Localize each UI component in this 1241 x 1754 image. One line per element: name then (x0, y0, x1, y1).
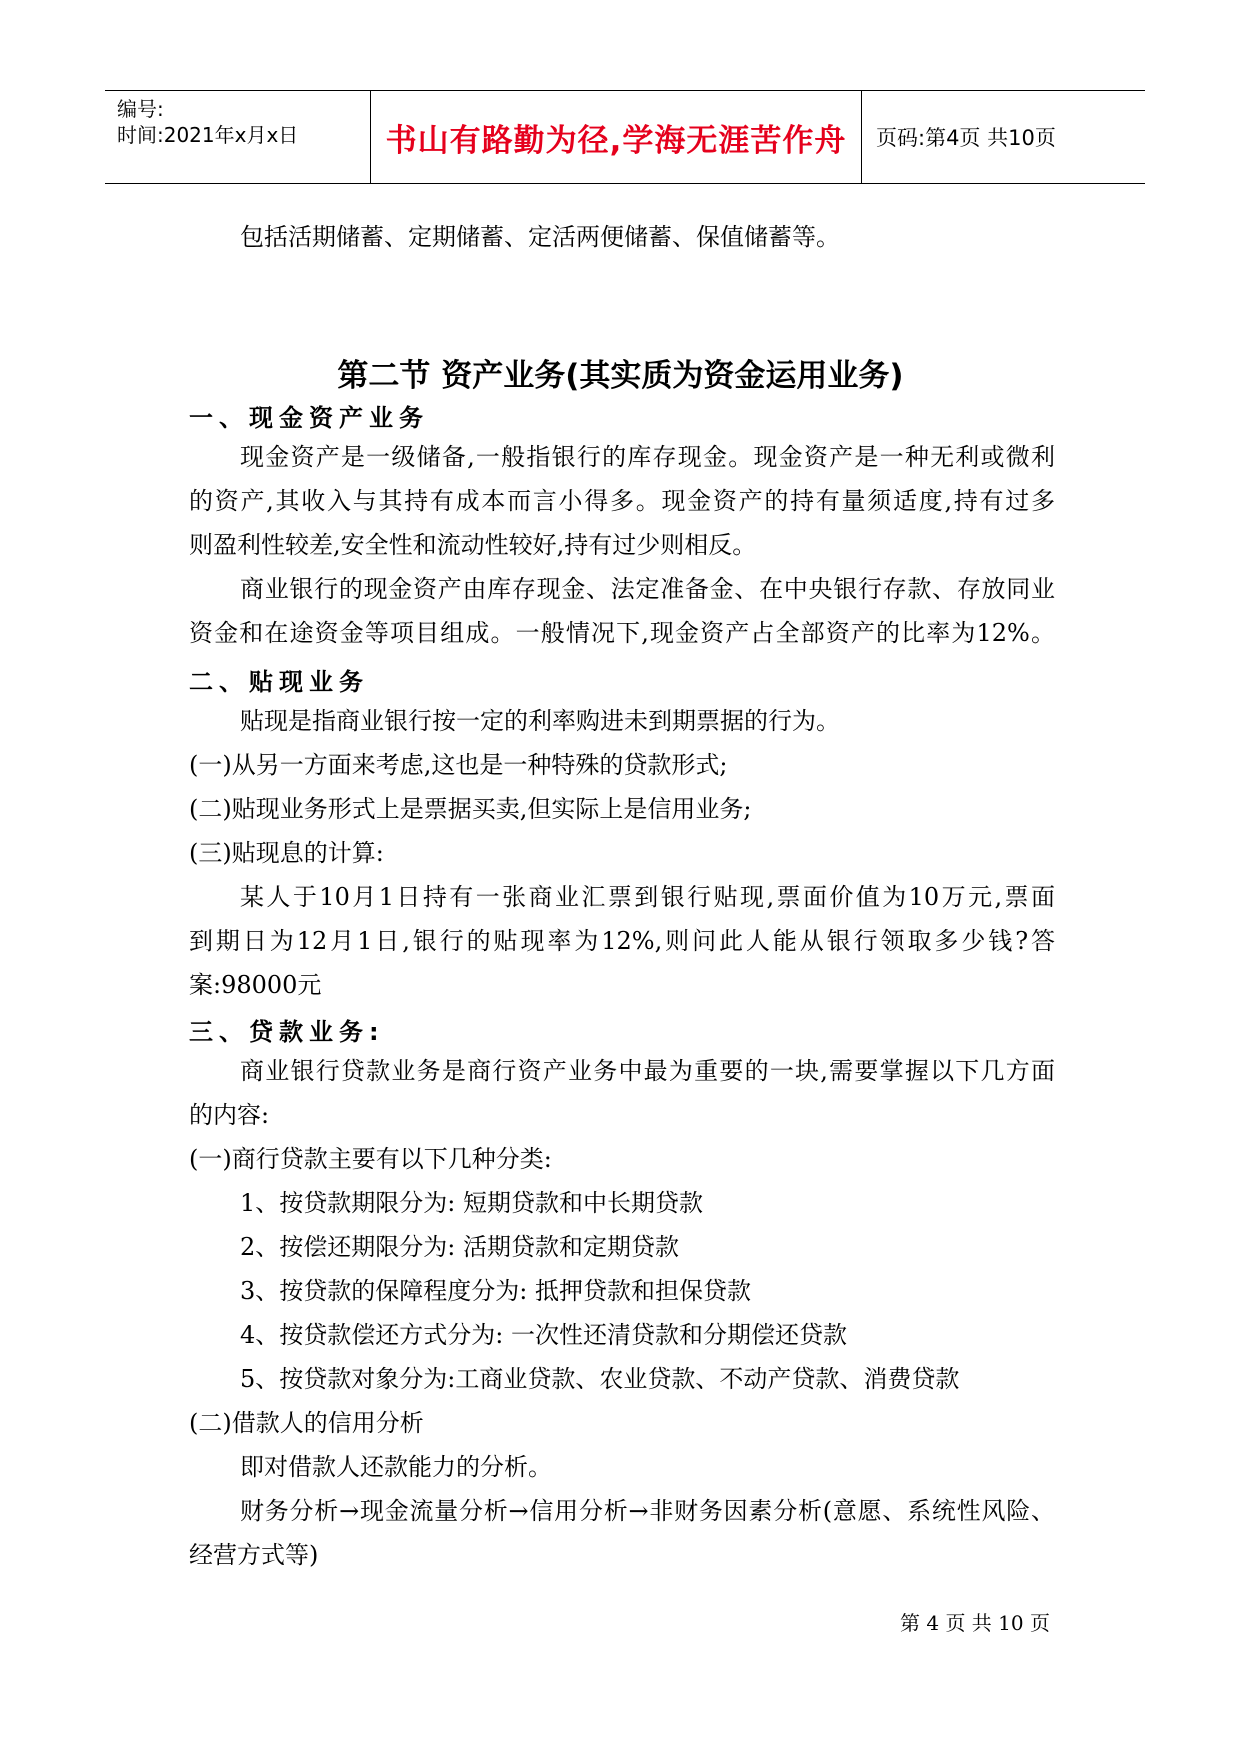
list-item: 5、按贷款对象分为:工商业贷款、农业贷款、不动产贷款、消费贷款 (240, 1365, 960, 1393)
list-item: 1、按贷款期限分为: 短期贷款和中长期贷款 (240, 1189, 703, 1217)
time-label: 时间:2021年x月x日 (117, 123, 299, 147)
paragraph-line: (一)从另一方面来考虑,这也是一种特殊的贷款形式; (189, 751, 728, 779)
paragraph-line: 则盈利性较差,安全性和流动性较好,持有过少则相反。 (189, 531, 757, 559)
list-item: 2、按偿还期限分为: 活期贷款和定期贷款 (240, 1233, 679, 1261)
paragraph-line: 的资产,其收入与其持有成本而言小得多。现金资产的持有量须适度,持有过多 (189, 487, 1055, 515)
page-footer: 第 4 页 共 10 页 (900, 1611, 1050, 1635)
paragraph-line: 贴现是指商业银行按一定的利率购进未到期票据的行为。 (240, 707, 840, 735)
subheading-discount: 二、贴现业务 (189, 668, 369, 696)
header-motto-cell (371, 91, 862, 183)
paragraph-line: (三)贴现息的计算: (189, 839, 384, 867)
paragraph-line: 商业银行贷款业务是商行资产业务中最为重要的一块,需要掌握以下几方面 (240, 1057, 1055, 1085)
page-info: 页码:第4页 共10页 (876, 126, 1056, 150)
paragraph-line: 即对借款人还款能力的分析。 (240, 1453, 552, 1481)
document-header (105, 90, 1145, 184)
paragraph-line: 到期日为12月1日,银行的贴现率为12%,则问此人能从银行领取多少钱?答 (189, 927, 1055, 955)
paragraph-line: 经营方式等) (189, 1541, 319, 1569)
header-page-cell (862, 91, 1145, 183)
paragraph-line: (二)借款人的信用分析 (189, 1409, 424, 1437)
paragraph-line: (一)商行贷款主要有以下几种分类: (189, 1145, 552, 1173)
number-label: 编号: (117, 97, 164, 121)
paragraph-line: 资金和在途资金等项目组成。一般情况下,现金资产占全部资产的比率为12%。 (189, 619, 1055, 647)
paragraph-line: 财务分析→现金流量分析→信用分析→非财务因素分析(意愿、系统性风险、 (240, 1497, 1055, 1525)
subheading-cash-assets: 一、现金资产业务 (189, 404, 429, 432)
list-item: 3、按贷款的保障程度分为: 抵押贷款和担保贷款 (240, 1277, 751, 1305)
paragraph-line: (二)贴现业务形式上是票据买卖,但实际上是信用业务; (189, 795, 752, 823)
list-item: 4、按贷款偿还方式分为: 一次性还清贷款和分期偿还贷款 (240, 1321, 847, 1349)
intro-line: 包括活期储蓄、定期储蓄、定活两便储蓄、保值储蓄等。 (240, 223, 840, 251)
paragraph-line: 的内容: (189, 1101, 270, 1129)
section-title: 第二节 资产业务(其实质为资金运用业务) (337, 358, 904, 394)
paragraph-line: 商业银行的现金资产由库存现金、法定准备金、在中央银行存款、存放同业 (240, 575, 1055, 603)
header-meta-cell (105, 91, 371, 183)
paragraph-line: 某人于10月1日持有一张商业汇票到银行贴现,票面价值为10万元,票面 (240, 883, 1055, 911)
motto-text: 书山有路勤为径,学海无涯苦作舟 (385, 122, 847, 159)
subheading-loans: 三、贷款业务: (189, 1018, 385, 1046)
paragraph-line: 现金资产是一级储备,一般指银行的库存现金。现金资产是一种无利或微利 (240, 443, 1055, 471)
paragraph-line: 案:98000元 (189, 971, 322, 999)
